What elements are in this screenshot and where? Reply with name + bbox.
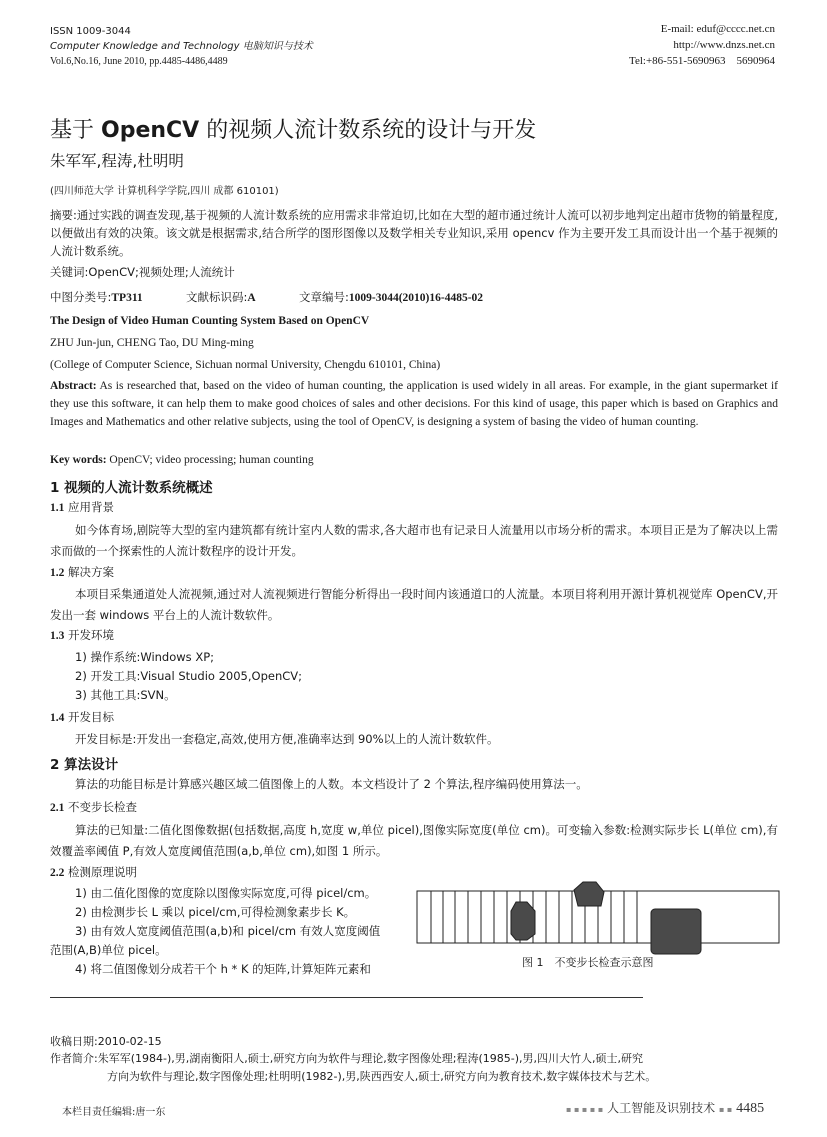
section-2-heading: 2 算法设计 bbox=[50, 757, 119, 773]
doc-code: A bbox=[247, 292, 256, 304]
step-3-continued: 范围(A,B)单位 picel。 bbox=[50, 943, 167, 957]
contact-tel: Tel:+86-551-5690963 5690964 bbox=[629, 55, 775, 67]
issn: ISSN 1009-3044 bbox=[50, 26, 131, 37]
clc-number: TP311 bbox=[111, 292, 143, 304]
title-en: The Design of Video Human Counting System Based on OpenCV bbox=[50, 315, 370, 327]
volume-info: Vol.6,No.16, June 2010, pp.4485-4486,4489 bbox=[50, 56, 228, 67]
section-1-3-heading: 1.3 开发环境 bbox=[50, 628, 115, 642]
person-blob-large bbox=[651, 909, 701, 954]
header-left bbox=[50, 24, 313, 69]
env-item-2: 2) 开发工具:Visual Studio 2005,OpenCV; bbox=[75, 669, 303, 683]
journal-name: Computer Knowledge and Technology 电脑知识与技术 bbox=[50, 41, 313, 52]
paragraph-2-1: 算法的已知量:二值化图像数据(包括数据,高度 h,宽度 w,单位 picel),图像实际宽度(单位 cm)。可变输入参数:检测实际步长 L(单位 cm),有效覆盖率阈值 P,有效人宽度阈值范围(a,b,单位 cm),如图 1 所示。 bbox=[50, 823, 778, 858]
section-1-heading: 1 视频的人流计数系统概述 bbox=[50, 480, 213, 496]
paper-title: 基于 OpenCV 的视频人流计数系统的设计与开发 bbox=[50, 118, 537, 143]
section-1-2-heading: 1.2 解决方案 bbox=[50, 565, 115, 579]
section-1-1-heading: 1.1 应用背景 bbox=[50, 500, 115, 514]
env-item-3: 3) 其他工具:SVN。 bbox=[75, 688, 176, 702]
person-blob-small bbox=[511, 902, 535, 940]
step-4: 4) 将二值图像划分成若干个 h * K 的矩阵,计算矩阵元素和 bbox=[75, 962, 371, 976]
step-2: 2) 由检测步长 L 乘以 picel/cm,可得检测象素步长 K。 bbox=[75, 905, 356, 919]
contact-email: E-mail: eduf@cccc.net.cn bbox=[660, 23, 775, 35]
env-item-1: 1) 操作系统:Windows XP; bbox=[75, 650, 215, 664]
footnote-divider bbox=[50, 997, 643, 998]
author-bio: 作者简介:朱军军(1984-),男,湖南衡阳人,硕士,研究方向为软件与理论,数字图像处理;程涛(1985-),男,四川大竹人,硕士,研究 方向为软件与理论,数字图像处理;杜明明(1982-),男,陕西西安人,硕士,研究方向为教育技术,数字媒体技术与艺术。 bbox=[50, 1052, 657, 1083]
authors-en: ZHU Jun-jun, CHENG Tao, DU Ming-ming bbox=[50, 337, 254, 349]
abstract-en: Abstract: As is researched that, based on the video of human counting, the application is used widely in all areas. For example, in the giant supermarket if they use this software, it can help them to make good choices of sales and other decisions. For this kind of usage, this paper which is based on Graphics and Images and Mathematics and other relative subjects, using the tool of OpenCV, is designing a system of basing the video of human counting. bbox=[50, 380, 778, 428]
abstract-cn: 摘要:通过实践的调查发现,基于视频的人流计数系统的应用需求非常迫切,比如在大型的超市通过统计人流可以初步地判定出超市货物的销量程度,以便做出有效的决策。该文就是根据需求,结合所学的图形图像以及数学相关专业知识,采用 opencv 作为主要开发工具而设计出一个基于视频的人流计数系统。 bbox=[50, 208, 778, 258]
affiliation: (四川师范大学 计算机科学学院,四川 成都 610101) bbox=[50, 186, 279, 197]
affiliation-en: (College of Computer Science, Sichuan normal University, Chengdu 610101, China) bbox=[50, 359, 441, 371]
page-number: 4485 bbox=[736, 1101, 765, 1116]
column-name: 人工智能及识别技术 bbox=[607, 1101, 716, 1115]
step-1: 1) 由二值化图像的宽度除以图像实际宽度,可得 picel/cm。 bbox=[75, 886, 377, 900]
authors: 朱军军,程涛,杜明明 bbox=[50, 152, 184, 170]
figure-1-caption: 图 1 不变步长检查示意图 bbox=[522, 956, 654, 969]
contact-url: http://www.dnzs.net.cn bbox=[673, 39, 775, 51]
keywords-cn: 关键词:OpenCV;视频处理;人流统计 bbox=[50, 265, 235, 279]
person-blob-head bbox=[574, 882, 604, 906]
paragraph-1-1: 如今体育场,剧院等大型的室内建筑都有统计室内人数的需求,各大超市也有记录日人流量用以市场分析的需求。本项目正是为了解决以上需求而做的一个探索性的人流计数程序的设计开发。 bbox=[50, 523, 778, 558]
section-1-4-heading: 1.4 开发目标 bbox=[50, 710, 115, 724]
article-number: 1009-3044(2010)16-4485-02 bbox=[348, 292, 484, 304]
step-3: 3) 由有效人宽度阈值范围(a,b)和 picel/cm 有效人宽度阈值 bbox=[75, 924, 381, 938]
received-date: 收稿日期:2010-02-15 bbox=[50, 1035, 162, 1048]
paragraph-2: 算法的功能目标是计算感兴趣区域二值图像上的人数。本文档设计了 2 个算法,程序编码使用算法一。 bbox=[75, 777, 588, 791]
figure-1-diagram bbox=[415, 878, 785, 958]
header-right bbox=[629, 21, 775, 69]
paragraph-1-4: 开发目标是:开发出一套稳定,高效,使用方便,准确率达到 90%以上的人流计数软件。 bbox=[75, 732, 499, 746]
classification: 中图分类号:TP311 文献标识码:A 文章编号:1009-3044(2010)16-4485-02 bbox=[50, 290, 484, 304]
column-editor: 本栏目责任编辑:唐一东 bbox=[62, 1107, 166, 1118]
footer-right: ▪ ▪ ▪ ▪ ▪ 人工智能及识别技术 ▪ ▪ 4485 bbox=[566, 1101, 765, 1116]
section-2-2-heading: 2.2 检测原理说明 bbox=[50, 865, 138, 879]
section-2-1-heading: 2.1 不变步长检查 bbox=[50, 800, 138, 814]
title-bold: OpenCV bbox=[101, 118, 200, 143]
keywords-en: Key words: OpenCV; video processing; human counting bbox=[50, 454, 314, 466]
paragraph-1-2: 本项目采集通道处人流视频,通过对人流视频进行智能分析得出一段时间内该通道口的人流量。本项目将利用开源计算机视觉库 OpenCV,开发出一套 windows 平台上的人流计数软件。 bbox=[50, 587, 778, 622]
